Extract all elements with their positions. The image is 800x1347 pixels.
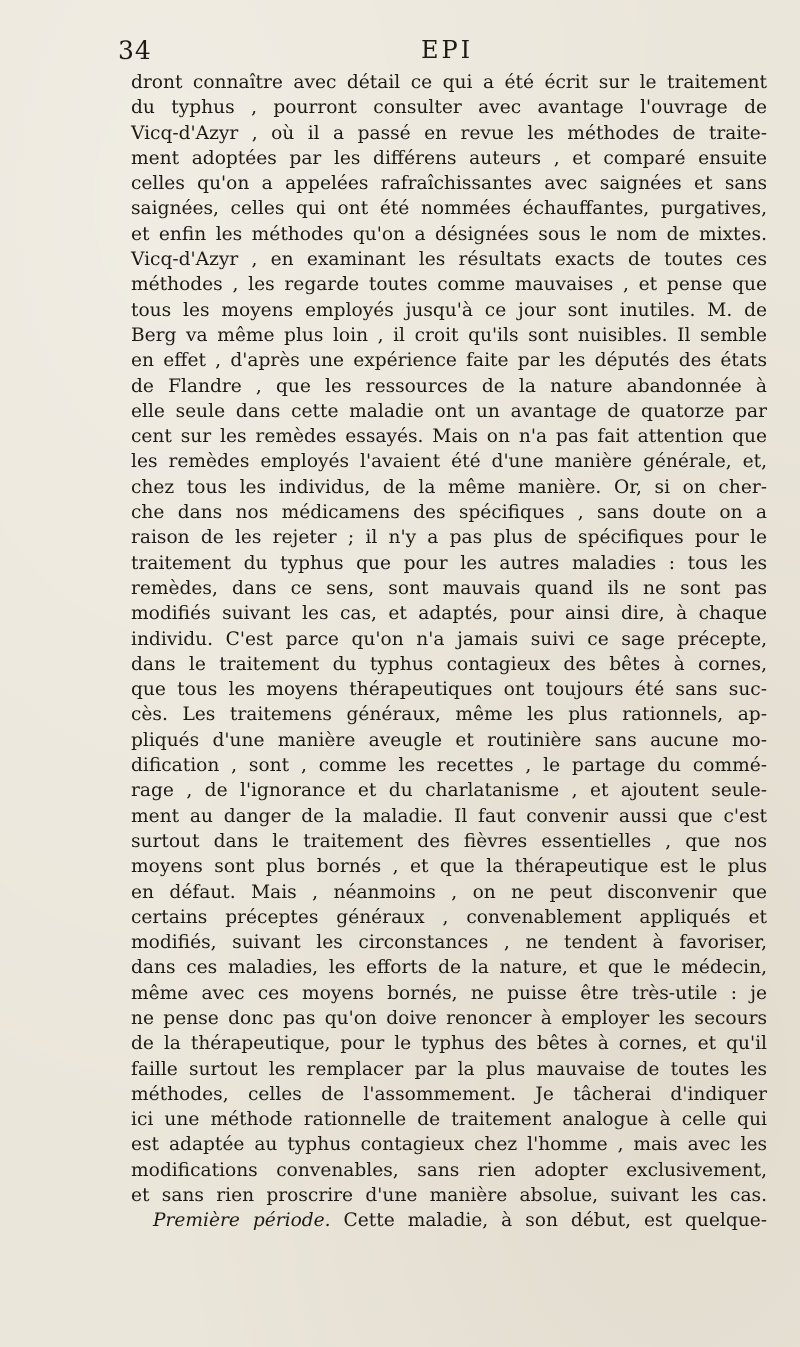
text-line: tous les moyens employés jusqu'à ce jour sont inutiles. M. de — [131, 299, 767, 321]
text-line: modifiés suivant les cas, et adaptés, pour ainsi dire, à chaque — [131, 603, 767, 625]
text-line: est adaptée au typhus contagieux chez l'homme , mais avec les — [131, 1134, 767, 1156]
text-line: dans le traitement du typhus contagieux des bêtes à cornes, — [131, 653, 767, 675]
text-line: individu. C'est parce qu'on n'a jamais suivi ce sage précepte, — [131, 628, 767, 650]
text-line: moyens sont plus bornés , et que la thérapeutique est le plus — [131, 856, 767, 878]
text-line-new-paragraph — [131, 1208, 767, 1233]
text-line: cès. Les traitemens généraux, même les plus rationnels, ap- — [131, 704, 767, 726]
text-line: que tous les moyens thérapeutiques ont toujours été sans suc- — [131, 679, 767, 701]
text-line: surtout dans le traitement des fièvres essentielles , que nos — [131, 830, 767, 852]
text-line: rage , de l'ignorance et du charlatanisme , et ajoutent seule- — [131, 780, 767, 802]
text-line: de Flandre , que les ressources de la nature abandonnée à — [131, 375, 767, 397]
text-line: elle seule dans cette maladie ont un avantage de quatorze par — [131, 400, 767, 422]
body-text — [131, 70, 767, 1234]
text-line: ment adoptées par les différens auteurs , et comparé ensuite — [131, 147, 767, 169]
text-line: pliqués d'une manière aveugle et routinière sans aucune mo- — [131, 729, 767, 751]
page-number: 34 — [118, 36, 152, 65]
text-line: saignées, celles qui ont été nommées échauffantes, purgatives, — [131, 198, 767, 220]
text-line: modifiés, suivant les circonstances , ne tendent à favoriser, — [131, 932, 767, 954]
text-line: les remèdes employés l'avaient été d'une manière générale, et, — [131, 451, 767, 473]
text-line: faille surtout les remplacer par la plus mauvaise de toutes les — [131, 1058, 767, 1080]
text-line: traitement du typhus que pour les autres maladies : tous les — [131, 552, 767, 574]
text-line: celles qu'on a appelées rafraîchissantes avec saignées et sans — [131, 173, 767, 195]
text-line: et enfin les méthodes qu'on a désignées sous le nom de mixtes. — [131, 223, 767, 245]
text-line: Berg va même plus loin , il croit qu'ils sont nuisibles. Il semble — [131, 324, 767, 346]
text-line: ne pense donc pas qu'on doive renoncer à employer les secours — [131, 1007, 767, 1029]
text-line: che dans nos médicamens des spécifiques , sans doute on a — [131, 502, 767, 524]
section-label: Première période. — [153, 1210, 331, 1232]
text-line: méthodes, celles de l'assommement. Je tâcherai d'indiquer — [131, 1083, 767, 1105]
text-line: même avec ces moyens bornés, ne puisse être très-utile : je — [131, 982, 767, 1004]
text-line: dront connaître avec détail ce qui a été écrit sur le traitement — [131, 72, 767, 93]
running-head: EPI — [421, 36, 474, 64]
text-line: chez tous les individus, de la même manière. Or, si on cher- — [131, 476, 767, 498]
text-line: ici une méthode rationnelle de traitement analogue à celle qui — [131, 1109, 767, 1131]
text-line: dification , sont , comme les recettes , le partage du commé- — [131, 755, 767, 777]
text-line: du typhus , pourront consulter avec avantage l'ouvrage de — [131, 97, 767, 119]
text-line: Vicq-d'Azyr , en examinant les résultats exacts de toutes ces — [131, 249, 767, 271]
text-line: en effet , d'après une expérience faite par les députés des états — [131, 350, 767, 372]
text-fragment: Cette maladie, à son début, est quelque- — [330, 1210, 767, 1232]
text-line: de la thérapeutique, pour le typhus des bêtes à cornes, et qu'il — [131, 1033, 767, 1055]
text-line: dans ces maladies, les efforts de la nature, et que le médecin, — [131, 957, 767, 979]
text-line: raison de les rejeter ; il n'y a pas plus de spécifiques pour le — [131, 527, 767, 549]
page-header — [118, 36, 768, 66]
text-line: et sans rien proscrire d'une manière absolue, suivant les cas. — [131, 1185, 767, 1207]
text-line: ment au danger de la maladie. Il faut convenir aussi que c'est — [131, 805, 767, 827]
text-line: certains préceptes généraux , convenablement appliqués et — [131, 906, 767, 928]
text-line: modifications convenables, sans rien adopter exclusivement, — [131, 1159, 767, 1181]
text-line: cent sur les remèdes essayés. Mais on n'a pas fait attention que — [131, 426, 767, 448]
text-line: Vicq-d'Azyr , où il a passé en revue les méthodes de traite- — [131, 122, 767, 144]
text-line: méthodes , les regarde toutes comme mauvaises , et pense que — [131, 274, 767, 296]
text-line: en défaut. Mais , néanmoins , on ne peut disconvenir que — [131, 881, 767, 903]
text-line: remèdes, dans ce sens, sont mauvais quand ils ne sont pas — [131, 577, 767, 599]
